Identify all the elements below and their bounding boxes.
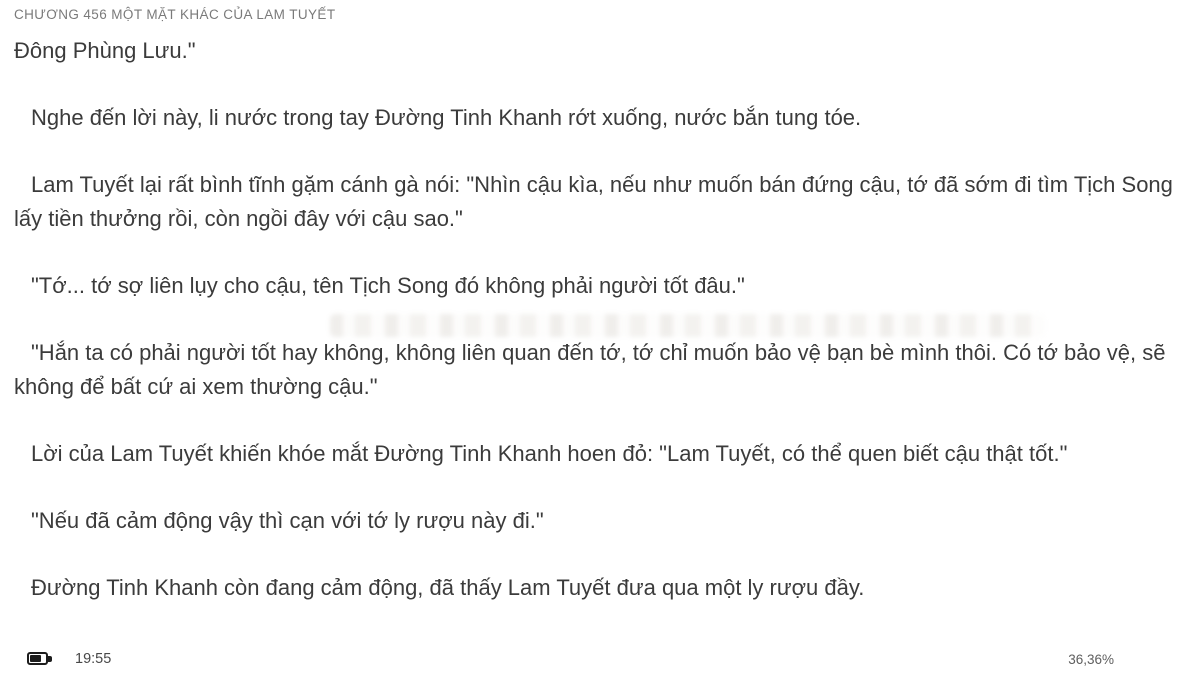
paragraph: "Tớ... tớ sợ liên lụy cho cậu, tên Tịch Song đó không phải người tốt đâu." xyxy=(31,273,745,298)
paragraph: "Nếu đã cảm động vậy thì cạn với tớ ly rượu này đi." xyxy=(31,508,544,533)
paragraph: "Hắn ta có phải người tốt hay không, không liên quan đến tớ, tớ chỉ muốn bảo vệ bạn bè mình thôi. Có tớ bảo vệ, sẽ không để bất cứ ai xem thường cậu." xyxy=(14,340,1166,399)
paragraph: Lời của Lam Tuyết khiến khóe mắt Đường Tinh Khanh hoen đỏ: "Lam Tuyết, có thể quen biết cậu thật tốt." xyxy=(31,441,1068,466)
paragraph: Nghe đến lời này, li nước trong tay Đường Tinh Khanh rớt xuống, nước bắn tung tóe. xyxy=(31,105,862,130)
battery-nub xyxy=(48,656,52,662)
paragraph: Đường Tinh Khanh còn đang cảm động, đã thấy Lam Tuyết đưa qua một ly rượu đầy. xyxy=(31,575,865,600)
chapter-title: CHƯƠNG 456 MỘT MẶT KHÁC CỦA LAM TUYẾT xyxy=(14,7,336,22)
paragraph: Đông Phùng Lưu." xyxy=(14,38,196,63)
clock-time: 19:55 xyxy=(75,651,112,667)
battery-icon xyxy=(27,652,48,665)
status-bar xyxy=(0,632,1198,674)
paragraph: Lam Tuyết lại rất bình tĩnh gặm cánh gà nói: "Nhìn cậu kìa, nếu như muốn bán đứng cậu, tớ đã sớm đi tìm Tịch Song lấy tiền thưởng rồi, còn ngồi đây với cậu sao." xyxy=(14,172,1173,231)
reading-area[interactable] xyxy=(14,34,1184,605)
battery-fill xyxy=(30,655,41,662)
reading-progress: 36,36% xyxy=(1068,652,1114,667)
